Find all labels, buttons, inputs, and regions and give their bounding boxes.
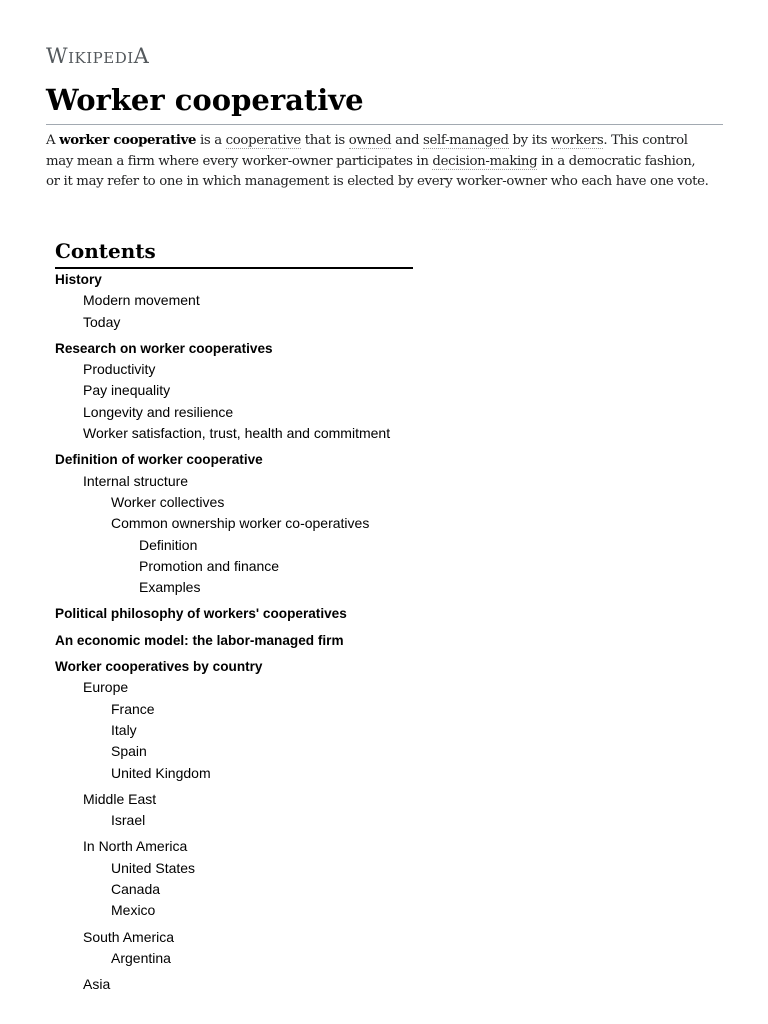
article-link[interactable]: workers xyxy=(550,133,604,148)
lead-paragraph xyxy=(46,131,726,193)
toc-list xyxy=(55,269,413,996)
toc-item[interactable]: Middle East xyxy=(83,790,157,807)
toc-item[interactable]: United Kingdom xyxy=(111,764,211,781)
toc-item[interactable]: Spain xyxy=(111,743,147,760)
toc-item[interactable]: Examples xyxy=(139,579,201,596)
lead-text: and xyxy=(391,133,424,148)
lead-text: or it may refer to one in which management is elected by every worker-owner who each have one vote. xyxy=(46,174,709,189)
lead-line xyxy=(46,172,726,193)
toc-item[interactable]: Worker cooperatives by country xyxy=(55,659,263,675)
article-link[interactable]: cooperative xyxy=(225,133,301,148)
toc-item[interactable]: Definition of worker cooperative xyxy=(55,452,263,468)
lead-term: worker cooperative xyxy=(59,133,197,148)
toc-item[interactable]: United States xyxy=(111,859,196,876)
wordmark-middle: IKIPEDI xyxy=(68,49,134,67)
toc-item[interactable]: Argentina xyxy=(111,949,171,966)
table-of-contents xyxy=(55,236,413,996)
toc-item[interactable]: Israel xyxy=(111,812,146,829)
lead-text: that is xyxy=(300,133,349,148)
article-link[interactable]: decision-making xyxy=(432,153,538,169)
toc-item[interactable]: France xyxy=(111,700,155,717)
toc-item[interactable]: Promotion and finance xyxy=(139,557,280,574)
toc-item[interactable]: Research on worker cooperatives xyxy=(55,340,273,356)
lead-line xyxy=(46,131,726,152)
wordmark-final: A xyxy=(133,44,150,68)
wikipedia-wordmark[interactable] xyxy=(46,44,149,68)
wordmark-initial: W xyxy=(46,44,69,68)
lead-text: in a democratic fashion, xyxy=(537,153,696,169)
toc-item[interactable]: Internal structure xyxy=(83,472,189,489)
toc-item[interactable]: Common ownership worker co-operatives xyxy=(111,515,370,532)
toc-item[interactable]: Today xyxy=(83,313,121,330)
toc-item[interactable]: In North America xyxy=(83,838,188,855)
toc-item[interactable]: Europe xyxy=(83,679,129,696)
toc-title: Contents xyxy=(55,239,156,263)
toc-item[interactable]: Definition xyxy=(139,536,198,553)
toc-item[interactable]: Productivity xyxy=(83,361,156,378)
toc-item[interactable]: Modern movement xyxy=(83,292,200,309)
toc-item[interactable]: Worker collectives xyxy=(111,493,225,510)
lead-text: by its xyxy=(508,133,551,148)
lead-text: . This control xyxy=(603,133,688,148)
lead-line xyxy=(46,152,726,173)
toc-item[interactable]: Canada xyxy=(111,881,161,898)
toc-item[interactable]: Asia xyxy=(83,976,111,993)
toc-item[interactable]: History xyxy=(55,272,102,287)
lead-text: A xyxy=(46,133,60,148)
toc-item[interactable]: Pay inequality xyxy=(83,382,171,399)
lead-text: may mean a firm where every worker-owner participates in xyxy=(46,153,433,169)
article-link[interactable]: owned xyxy=(348,133,392,148)
toc-item[interactable]: Longevity and resilience xyxy=(83,403,234,420)
toc-item[interactable]: An economic model: the labor-managed firm xyxy=(55,632,344,648)
lead-text: is a xyxy=(196,133,226,148)
page-title: Worker cooperative xyxy=(46,83,364,117)
toc-item[interactable]: Political philosophy of workers' cooperatives xyxy=(55,606,347,622)
title-divider xyxy=(46,124,723,125)
toc-item[interactable]: Mexico xyxy=(111,902,156,919)
toc-item[interactable]: Italy xyxy=(111,721,137,738)
article-link[interactable]: self-managed xyxy=(423,133,509,148)
toc-item[interactable]: Worker satisfaction, trust, health and commitment xyxy=(83,425,391,442)
toc-item[interactable]: South America xyxy=(83,928,175,945)
